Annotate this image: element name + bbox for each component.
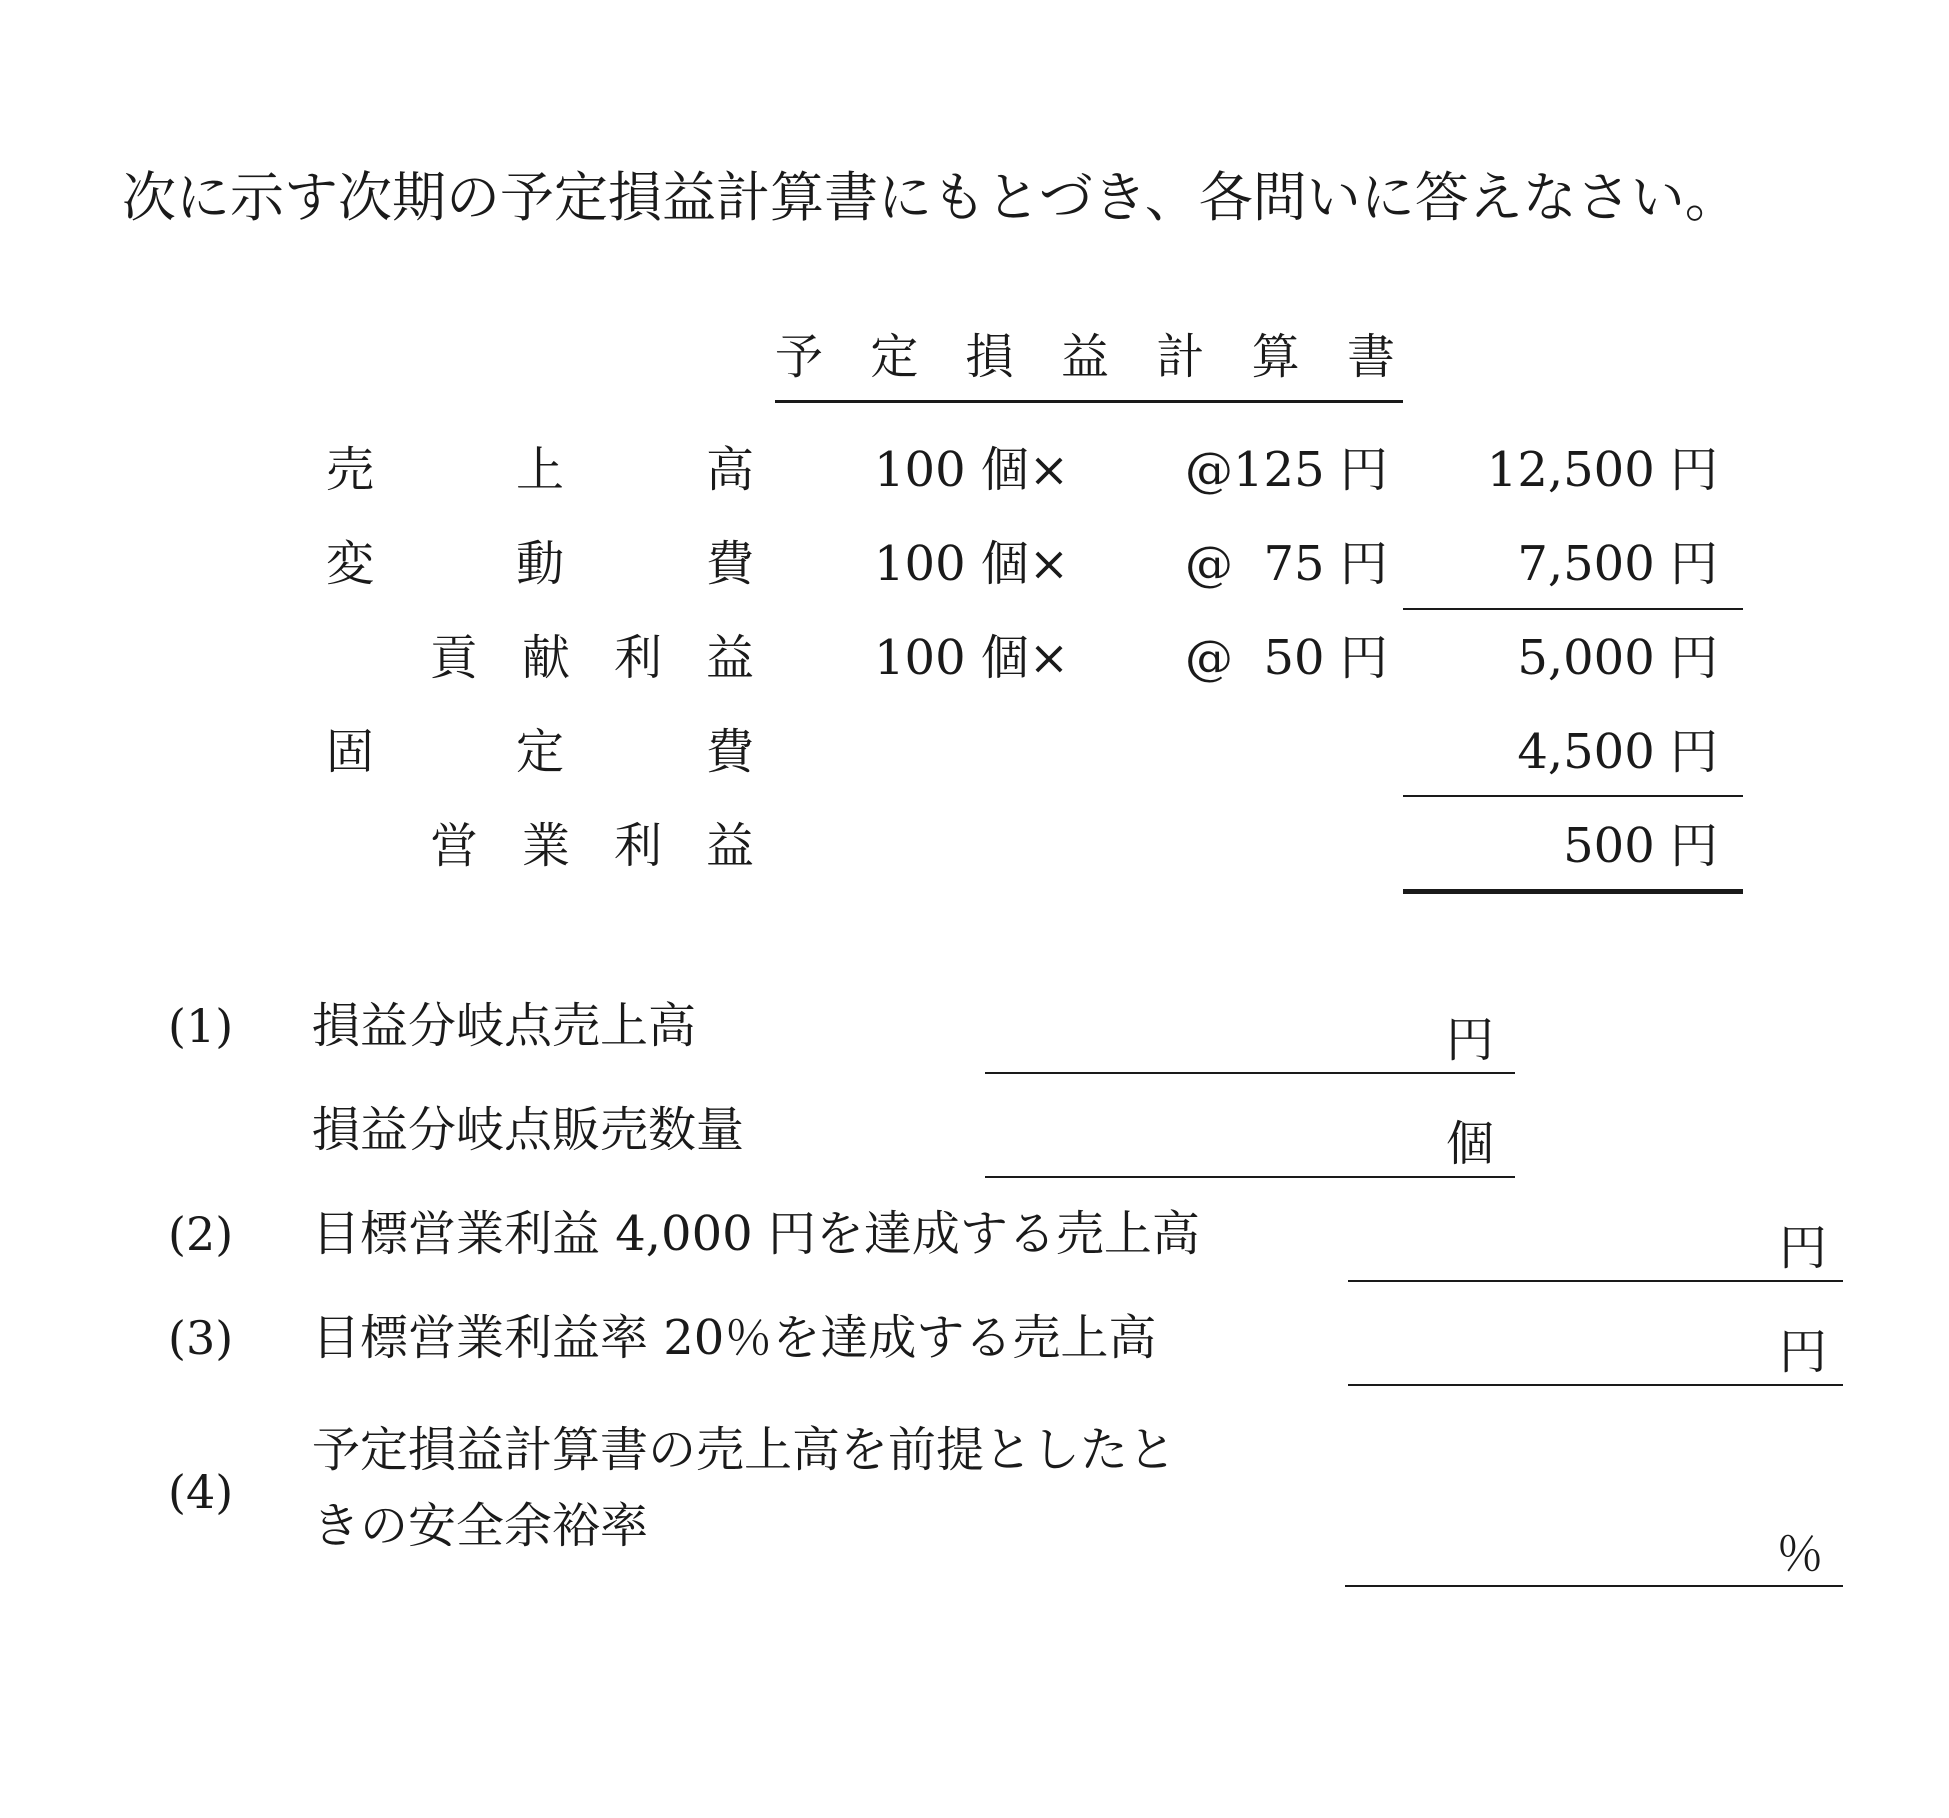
question-number: (3) <box>168 1311 234 1365</box>
question-number: (4) <box>168 1465 234 1519</box>
row-label-sales <box>326 440 754 500</box>
statement-title-char: 予 <box>775 329 824 385</box>
row-amount-operating-income: 500 円 <box>1563 818 1718 874</box>
row-label-char: 動 <box>515 536 564 592</box>
row-label-char: 利 <box>613 630 662 686</box>
answer-unit: 個 <box>1446 1116 1495 1172</box>
statement-title-char: 損 <box>965 329 1014 385</box>
answer-blank[interactable] <box>1348 1280 1843 1282</box>
statement-title-char: 計 <box>1156 329 1205 385</box>
row-quantity-sales: 100 個× <box>874 442 1070 498</box>
row-amount-contribution-margin: 5,000 円 <box>1517 630 1718 686</box>
row-unit-price-sales: @125 円 <box>1185 442 1388 498</box>
statement-title-char: 定 <box>870 329 919 385</box>
row-quantity-contribution-margin: 100 個× <box>874 630 1070 686</box>
question-text: 損益分岐点売上高 <box>312 998 697 1054</box>
row-label-char: 変 <box>326 536 375 592</box>
row-label-char: 定 <box>515 724 564 780</box>
row-label-char: 営 <box>430 818 479 874</box>
answer-blank[interactable] <box>1348 1384 1843 1386</box>
row-label-char: 益 <box>705 818 754 874</box>
row-amount-fixed-cost: 4,500 円 <box>1517 724 1718 780</box>
subtotal-rule <box>1403 795 1743 797</box>
question-number: (1) <box>168 999 234 1053</box>
statement-title-char: 益 <box>1060 329 1109 385</box>
row-label-char: 費 <box>705 724 754 780</box>
row-label-fixed-cost <box>326 722 754 782</box>
row-label-char: 売 <box>326 442 375 498</box>
row-amount-variable-cost: 7,500 円 <box>1517 536 1718 592</box>
statement-title-char: 算 <box>1251 329 1300 385</box>
row-label-char: 献 <box>521 630 570 686</box>
row-label-char: 益 <box>705 630 754 686</box>
question-text: 損益分岐点販売数量 <box>312 1102 745 1158</box>
statement-title-underline <box>775 400 1403 403</box>
row-label-char: 費 <box>705 536 754 592</box>
row-label-operating-income <box>430 816 754 876</box>
statement-title <box>775 327 1395 387</box>
question-text-line: きの安全余裕率 <box>312 1498 649 1554</box>
statement-title-char: 書 <box>1346 329 1395 385</box>
instruction-text: 次に示す次期の予定損益計算書にもとづき、各問いに答えなさい。 <box>122 166 1739 229</box>
row-label-contribution-margin <box>430 628 754 688</box>
answer-unit: ％ <box>1776 1526 1825 1582</box>
question-text: 目標営業利益 4,000 円を達成する売上高 <box>312 1206 1200 1262</box>
row-label-char: 固 <box>326 724 375 780</box>
row-label-char: 上 <box>515 442 564 498</box>
subtotal-rule <box>1403 608 1743 610</box>
answer-blank[interactable] <box>985 1072 1515 1074</box>
answer-unit: 円 <box>1779 1220 1828 1276</box>
total-double-rule <box>1403 889 1743 894</box>
answer-unit: 円 <box>1446 1012 1495 1068</box>
question-text: 目標営業利益率 20％を達成する売上高 <box>312 1310 1157 1366</box>
row-unit-price-contribution-margin: @ 50 円 <box>1185 630 1388 686</box>
row-quantity-variable-cost: 100 個× <box>874 536 1070 592</box>
answer-blank[interactable] <box>985 1176 1515 1178</box>
answer-blank[interactable] <box>1345 1585 1843 1587</box>
row-label-char: 業 <box>521 818 570 874</box>
row-label-char: 高 <box>705 442 754 498</box>
question-number: (2) <box>168 1207 234 1261</box>
row-label-variable-cost <box>326 534 754 594</box>
answer-unit: 円 <box>1779 1324 1828 1380</box>
row-amount-sales: 12,500 円 <box>1486 442 1718 498</box>
row-label-char: 貢 <box>430 630 479 686</box>
row-label-char: 利 <box>613 818 662 874</box>
question-text-line: 予定損益計算書の売上高を前提としたと <box>312 1422 1177 1478</box>
row-unit-price-variable-cost: @ 75 円 <box>1185 536 1388 592</box>
